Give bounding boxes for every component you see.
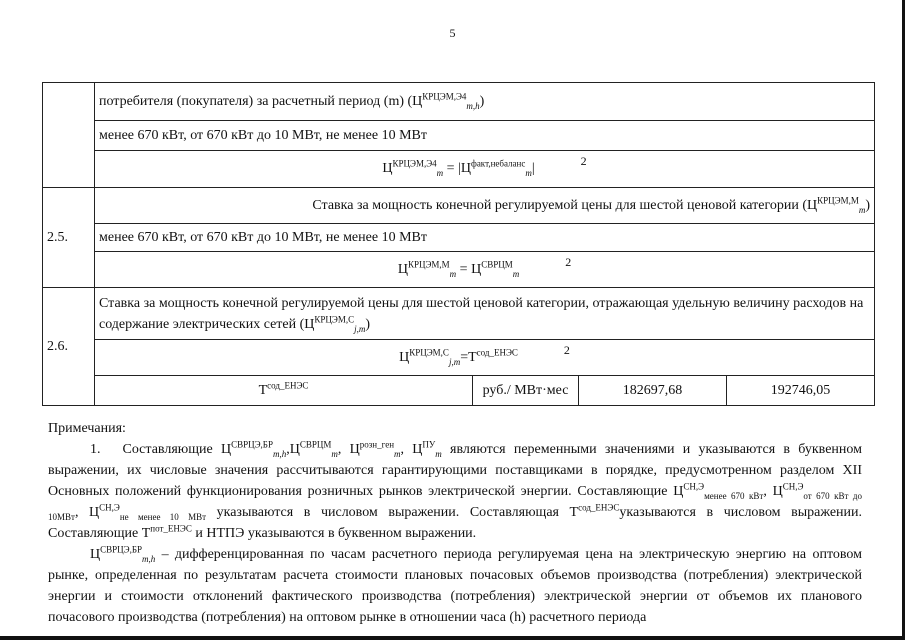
value-label-cell: $T^{сод\_ЕНЭС}$ — [95, 376, 473, 406]
table-row — [43, 224, 875, 252]
table-row — [43, 252, 875, 288]
table-row — [43, 376, 875, 406]
formula-row: $Ц^{КРЦЭМ,Э4}_m = |Ц^{факт,небаланс}_m|$ 2 — [95, 151, 875, 188]
note-2: $Ц^{СВРЦЭ,БР}_{m,h}$ – дифференцированная по часам расчетного периода регулируемая цена на электрическую энергию на оптовом рынке, определенная по результатам расчета стоимости плановых почасовых объемов производства (потребления) электрической энергии и стоимости отклонений фактического производства (потребления) электрической энергии от объемов их планового почасового производства (потребления) на оптовом рынке в отношении часа (h) расчетного периода — [48, 544, 862, 625]
note-1: 1. Составляющие $Ц^{СВРЦЭ,БР}_{m,h},Ц^{СВРЦМ}_m$, $Ц^{розн\_ген}_m$, $Ц^{ПУ}_m$ являются переменными значениями и указываются в буквенном выражении, их числовые значения рассчитываются гарантирующими поставщиками в порядке, предусмотренном разделом XII Основных положений функционирования розничных рынков электрической энергии. Составляющие $Ц^{СН,Э}_{менее 670 кВт}$, $Ц^{СН,Э}_{от 670 кВт до 10МВт}$, $Ц^{СН,Э}_{не менее 10 МВт}$ указываются в числовом выражении. Составляющая $T^{сод\_ЕНЭС}указываются$ в числовом выражении. Составляющие $T^{пот\_ЕНЭС}$ и НТПЭ указываются в буквенном выражении. — [48, 439, 863, 541]
formula-row: $Ц^{КРЦЭМ,М}_m = Ц^{СВРЦМ}_m2$ — [95, 252, 875, 288]
table-row — [43, 288, 875, 340]
formula-row: $Ц^{КРЦЭМ,С}_{j,m}=T^{сод\_ЕНЭС}$ 2 — [95, 340, 875, 376]
row-text: Ставка за мощность конечной регулируемой цены для шестой ценовой категории $(Ц^{КРЦЭМ,М}_m)$ — [95, 188, 875, 224]
row-number: 2.5. — [43, 188, 95, 288]
row-number-empty — [43, 83, 95, 188]
row-text: потребителя (покупателя) за расчетный период (m) $(Ц^{КРЦЭМ,Э4}_{m,h})$ — [95, 83, 875, 121]
row-text: Ставка за мощность конечной регулируемой цены для шестой ценовой категории, отражающая удельную величину расходов на содержание электрических сетей $(Ц^{КРЦЭМ,С}_{j,m})$ — [95, 288, 875, 340]
table-row — [43, 151, 875, 188]
condition-text: менее 670 кВт, от 670 кВт до 10 МВт, не менее 10 МВт — [95, 224, 875, 252]
value-cell: 182697,68 — [579, 376, 727, 406]
page-number: 5 — [449, 26, 456, 40]
table-row — [43, 83, 875, 121]
value-cell: 192746,05 — [727, 376, 875, 406]
table-row — [43, 121, 875, 151]
condition-text: менее 670 кВт, от 670 кВт до 10 МВт, не менее 10 МВт — [95, 121, 875, 151]
table-row — [43, 188, 875, 224]
table-row — [43, 340, 875, 376]
tariff-table — [42, 82, 875, 406]
page-border-bottom — [0, 636, 905, 640]
notes-heading: Примечания: — [48, 421, 126, 436]
row-number: 2.6. — [43, 288, 95, 406]
unit-cell: руб./ МВт·мес — [473, 376, 579, 406]
notes-section — [48, 418, 862, 628]
